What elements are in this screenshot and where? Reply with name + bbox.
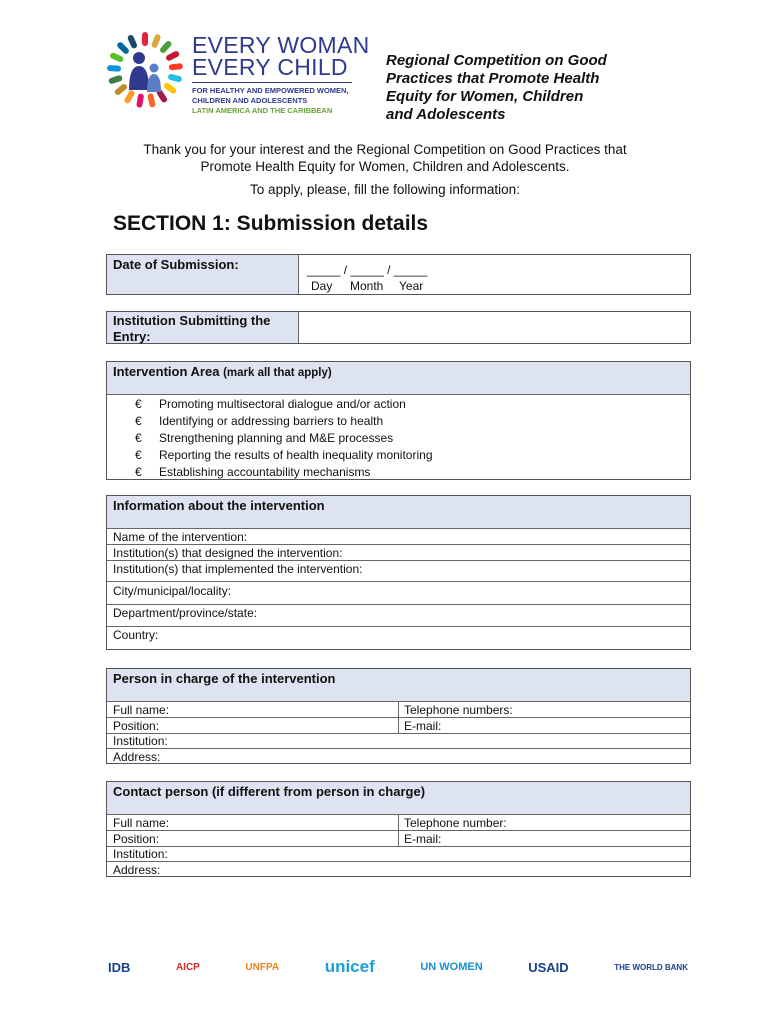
date-input[interactable]: _____ / _____ / _____ — [307, 263, 428, 277]
every-woman-every-child-logo — [105, 30, 185, 110]
document-title-line1: Regional Competition on Good — [386, 52, 607, 69]
option-barriers[interactable] — [135, 413, 433, 430]
aicp-logo: AICP — [175, 961, 200, 973]
divider — [107, 861, 690, 862]
brand-subtitle-line2: CHILDREN AND ADOLESCENTS — [192, 95, 308, 105]
person-telephone-field[interactable]: Telephone numbers: — [404, 703, 513, 717]
brand-title — [192, 34, 370, 78]
country-field[interactable]: Country: — [113, 628, 159, 642]
contact-email-field[interactable]: E-mail: — [404, 832, 442, 846]
option-label: Establishing accountability mechanisms — [159, 465, 371, 479]
document-title-line2: Practices that Promote Health — [386, 70, 600, 87]
brand-title-line1: EVERY WOMAN — [192, 32, 370, 58]
divider — [107, 528, 690, 529]
option-multisectoral[interactable] — [135, 396, 433, 413]
institution-divider — [298, 312, 299, 343]
institution-label-line1: Institution Submitting the — [113, 313, 271, 328]
institution-input[interactable] — [300, 313, 689, 342]
divider — [107, 581, 690, 582]
person-position-field[interactable]: Position: — [113, 719, 160, 733]
intervention-area-divider — [107, 394, 690, 395]
brand-subtitle — [192, 86, 349, 105]
section-title: SECTION 1: Submission details — [113, 212, 429, 235]
divider — [107, 626, 690, 627]
contact-telephone-field[interactable]: Telephone number: — [404, 816, 507, 830]
intervention-area-options — [135, 396, 433, 481]
checkbox-icon[interactable]: € — [135, 448, 142, 462]
option-label: Strengthening planning and M&E processes — [159, 431, 394, 445]
divider — [107, 748, 690, 749]
implemented-by-field[interactable]: Institution(s) that implemented the intervention: — [113, 562, 363, 576]
document-title — [386, 52, 686, 124]
city-field[interactable]: City/municipal/locality: — [113, 584, 232, 598]
brand-subtitle-line1: FOR HEALTHY AND EMPOWERED WOMEN, — [192, 86, 349, 95]
option-label: Promoting multisectoral dialogue and/or action — [159, 397, 406, 411]
contact-address-field[interactable]: Address: — [113, 863, 161, 877]
brand-title-line2: EVERY CHILD — [192, 54, 348, 80]
date-month-label: Month — [350, 279, 384, 293]
partner-logos — [108, 952, 688, 982]
date-day-label: Day — [311, 279, 333, 293]
option-label: Reporting the results of health inequality monitoring — [159, 448, 433, 462]
divider — [107, 560, 690, 561]
person-email-field[interactable]: E-mail: — [404, 719, 442, 733]
brand-region: LATIN AMERICA AND THE CARIBBEAN — [192, 106, 333, 115]
intervention-area-title — [113, 364, 332, 379]
intervention-name-field[interactable]: Name of the intervention: — [113, 530, 248, 544]
institution-label-line2: Entry: — [113, 329, 151, 344]
brand-divider — [192, 82, 352, 83]
intervention-info-title: Information about the intervention — [113, 498, 325, 513]
option-accountability[interactable] — [135, 464, 433, 481]
checkbox-icon[interactable]: € — [135, 397, 142, 411]
divider — [107, 544, 690, 545]
person-full-name-field[interactable]: Full name: — [113, 703, 170, 717]
checkbox-icon[interactable]: € — [135, 431, 142, 445]
department-field[interactable]: Department/province/state: — [113, 606, 258, 620]
unicef-logo: unicef — [324, 957, 375, 976]
checkbox-icon[interactable]: € — [135, 465, 142, 479]
unfpa-logo: UNFPA — [245, 961, 280, 973]
institution-label — [113, 313, 270, 345]
divider — [107, 830, 690, 831]
intro-text — [100, 141, 670, 175]
intro-line2: Promote Health Equity for Women, Children and Adolescents. — [200, 159, 570, 174]
contact-position-field[interactable]: Position: — [113, 832, 160, 846]
option-reporting[interactable] — [135, 447, 433, 464]
intro-line1: Thank you for your interest and the Regional Competition on Good Practices that — [143, 142, 627, 157]
intervention-area-note: (mark all that apply) — [223, 367, 332, 379]
un-women-logo: UN WOMEN — [420, 961, 483, 973]
checkbox-icon[interactable]: € — [135, 414, 142, 428]
designed-by-field[interactable]: Institution(s) that designed the intervention: — [113, 546, 343, 560]
option-planning[interactable] — [135, 430, 433, 447]
idb-logo: IDB — [108, 959, 131, 975]
date-year-label: Year — [399, 279, 424, 293]
option-label: Identifying or addressing barriers to health — [159, 414, 384, 428]
world-bank-logo: THE WORLD BANK — [614, 962, 688, 972]
person-address-field[interactable]: Address: — [113, 750, 161, 764]
document-title-line3: Equity for Women, Children — [386, 88, 584, 105]
divider — [107, 604, 690, 605]
usaid-logo: USAID — [528, 959, 569, 975]
intro-instruction: To apply, please, fill the following information: — [250, 182, 520, 197]
document-title-line4: and Adolescents — [386, 106, 506, 123]
contact-person-title: Contact person (if different from person in charge) — [113, 784, 426, 799]
divider — [107, 846, 690, 847]
date-label: Date of Submission: — [113, 257, 239, 272]
contact-full-name-field[interactable]: Full name: — [113, 816, 170, 830]
intervention-area-title-text: Intervention Area — [113, 364, 220, 379]
person-institution-field[interactable]: Institution: — [113, 734, 168, 748]
divider — [107, 733, 690, 734]
date-divider — [298, 255, 299, 294]
divider — [107, 717, 690, 718]
person-in-charge-title: Person in charge of the intervention — [113, 671, 336, 686]
contact-institution-field[interactable]: Institution: — [113, 847, 168, 861]
